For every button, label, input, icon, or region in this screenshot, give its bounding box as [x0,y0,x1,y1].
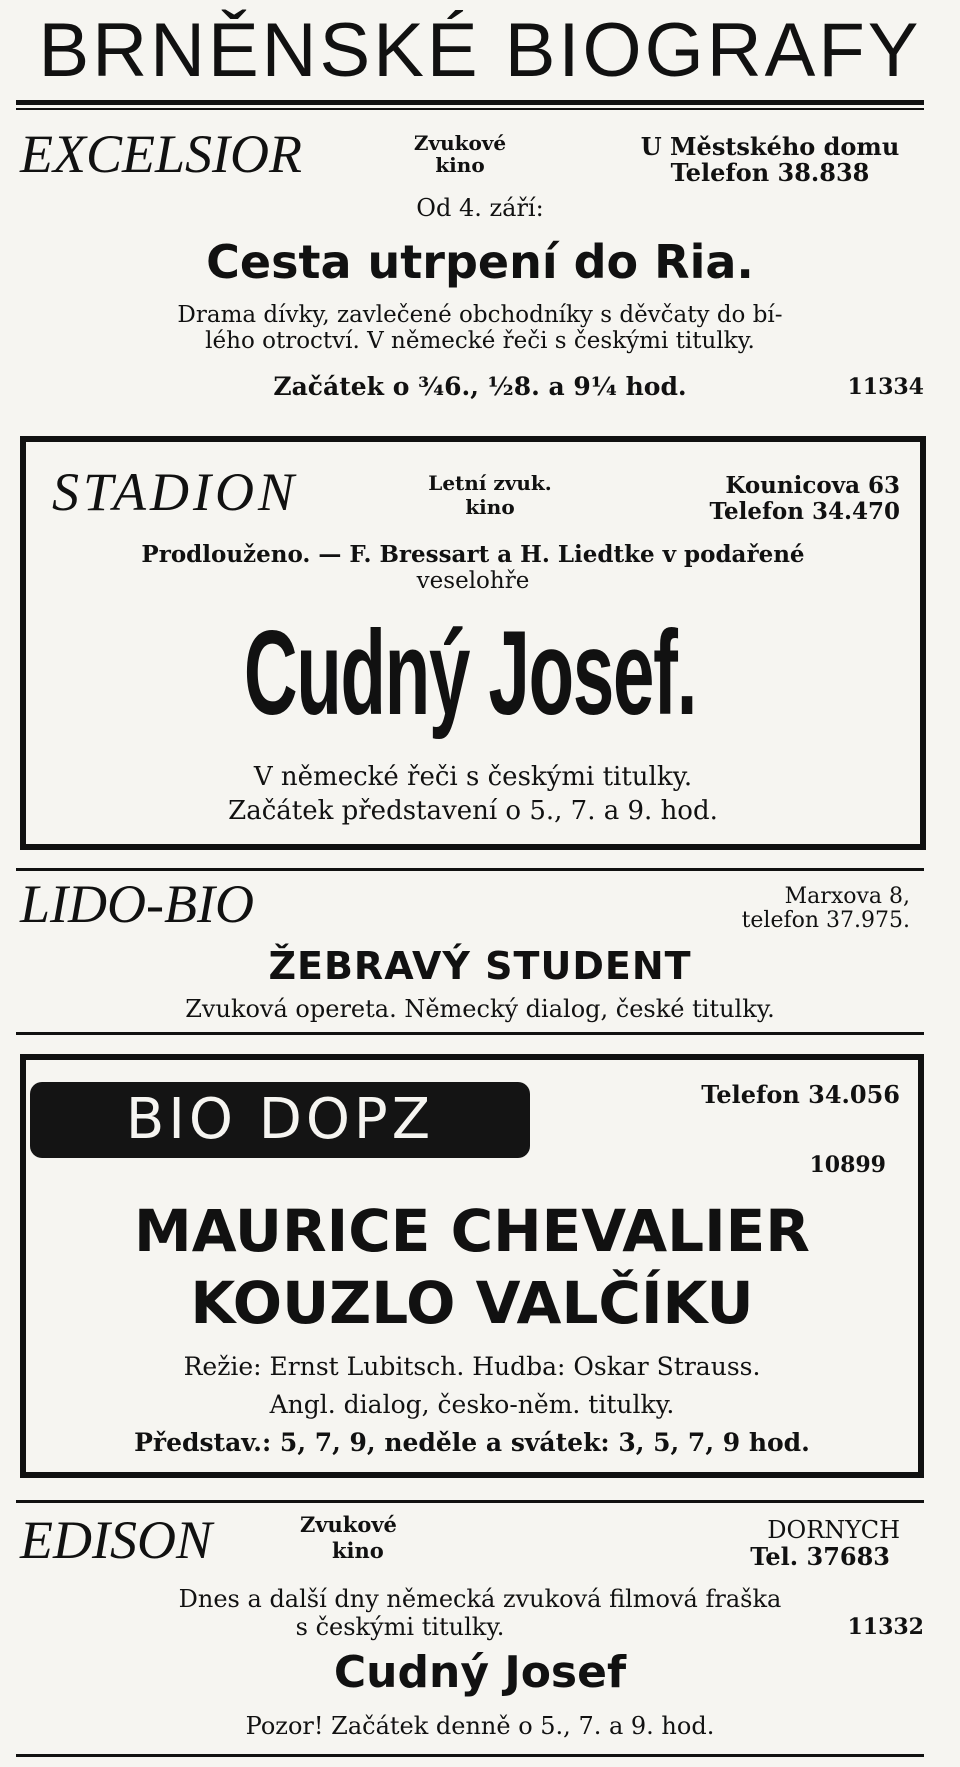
film-credits: Režie: Ernst Lubitsch. Hudba: Oskar Strauss. [183,1352,761,1381]
cinema-kind: kino [435,153,485,177]
cinema-address: U Městského domu [640,132,900,161]
header-rule-thin [16,108,924,110]
cinema-address: Marxova 8, [784,884,910,909]
cinema-name: STADION [52,462,299,522]
film-description: veselohře [416,568,530,594]
screening-date: Od 4. září: [416,194,544,222]
cinema-name: LIDO-BIO [20,874,254,934]
cinema-address: DORNYCH [767,1516,900,1544]
page-title: BRNĚNSKÉ BIOGRAFY [38,8,922,93]
section-rule [16,868,924,871]
cinema-address: Kounicova 63 [725,472,900,499]
show-times: Pozor! Začátek denně o 5., 7. a 9. hod. [245,1712,715,1740]
language-note: Angl. dialog, česko-něm. titulky. [269,1390,675,1419]
film-title: ŽEBRAVÝ STUDENT [268,944,692,988]
show-times: Představ.: 5, 7, 9, neděle a svátek: 3, 5, 7, 9 hod. [134,1428,810,1457]
show-times: Začátek představení o 5., 7. a 9. hod. [228,796,718,826]
ad-reference-number: 11332 [847,1614,924,1640]
section-rule [16,1754,924,1757]
cinema-logo: BIO DOPZ [30,1082,530,1158]
ad-reference-number: 10899 [809,1152,886,1178]
film-description: Zvuková opereta. Německý dialog, české titulky. [185,995,775,1023]
cinema-name: EXCELSIOR [20,124,302,184]
section-rule [16,1500,924,1503]
film-title: Cudný Josef. [243,606,697,740]
header-rule-thick [16,100,924,105]
film-title: Cesta utrpení do Ria. [206,235,754,289]
cinema-kind: Zvukové [300,1512,397,1537]
film-description: lého otroctví. V německé řeči s českými titulky. [205,328,755,354]
language-note: V německé řeči s českými titulky. [253,762,693,792]
cinema-phone: Telefon 38.838 [670,158,870,187]
section-rule [16,1032,924,1035]
cinema-phone: Telefon 34.056 [701,1080,900,1109]
cinema-kind: kino [332,1538,384,1563]
cinema-kind: Letní zvuk. [428,471,552,495]
cinema-phone: telefon 37.975. [741,908,910,933]
show-times: Začátek o ¾6., ½8. a 9¼ hod. [273,372,687,401]
cinema-phone: Tel. 37683 [750,1542,890,1571]
cinema-name: EDISON [20,1510,212,1570]
film-title: Cudný Josef [333,1647,627,1698]
film-description: Dnes a další dny německá zvuková filmová fraška [178,1585,782,1613]
film-star: MAURICE CHEVALIER [134,1197,810,1265]
ad-reference-number: 11334 [847,374,924,400]
cinema-kind: Zvukové [413,131,507,155]
film-description: Prodlouženo. — F. Bressart a H. Liedtke v podařené [141,541,805,568]
film-description: s českými titulky. [295,1613,505,1641]
film-title: KOUZLO VALČÍKU [190,1269,754,1337]
cinema-kind: kino [465,495,515,519]
cinema-phone: Telefon 34.470 [709,498,900,525]
film-description: Drama dívky, zavlečené obchodníky s děvčaty do bí- [177,302,783,328]
